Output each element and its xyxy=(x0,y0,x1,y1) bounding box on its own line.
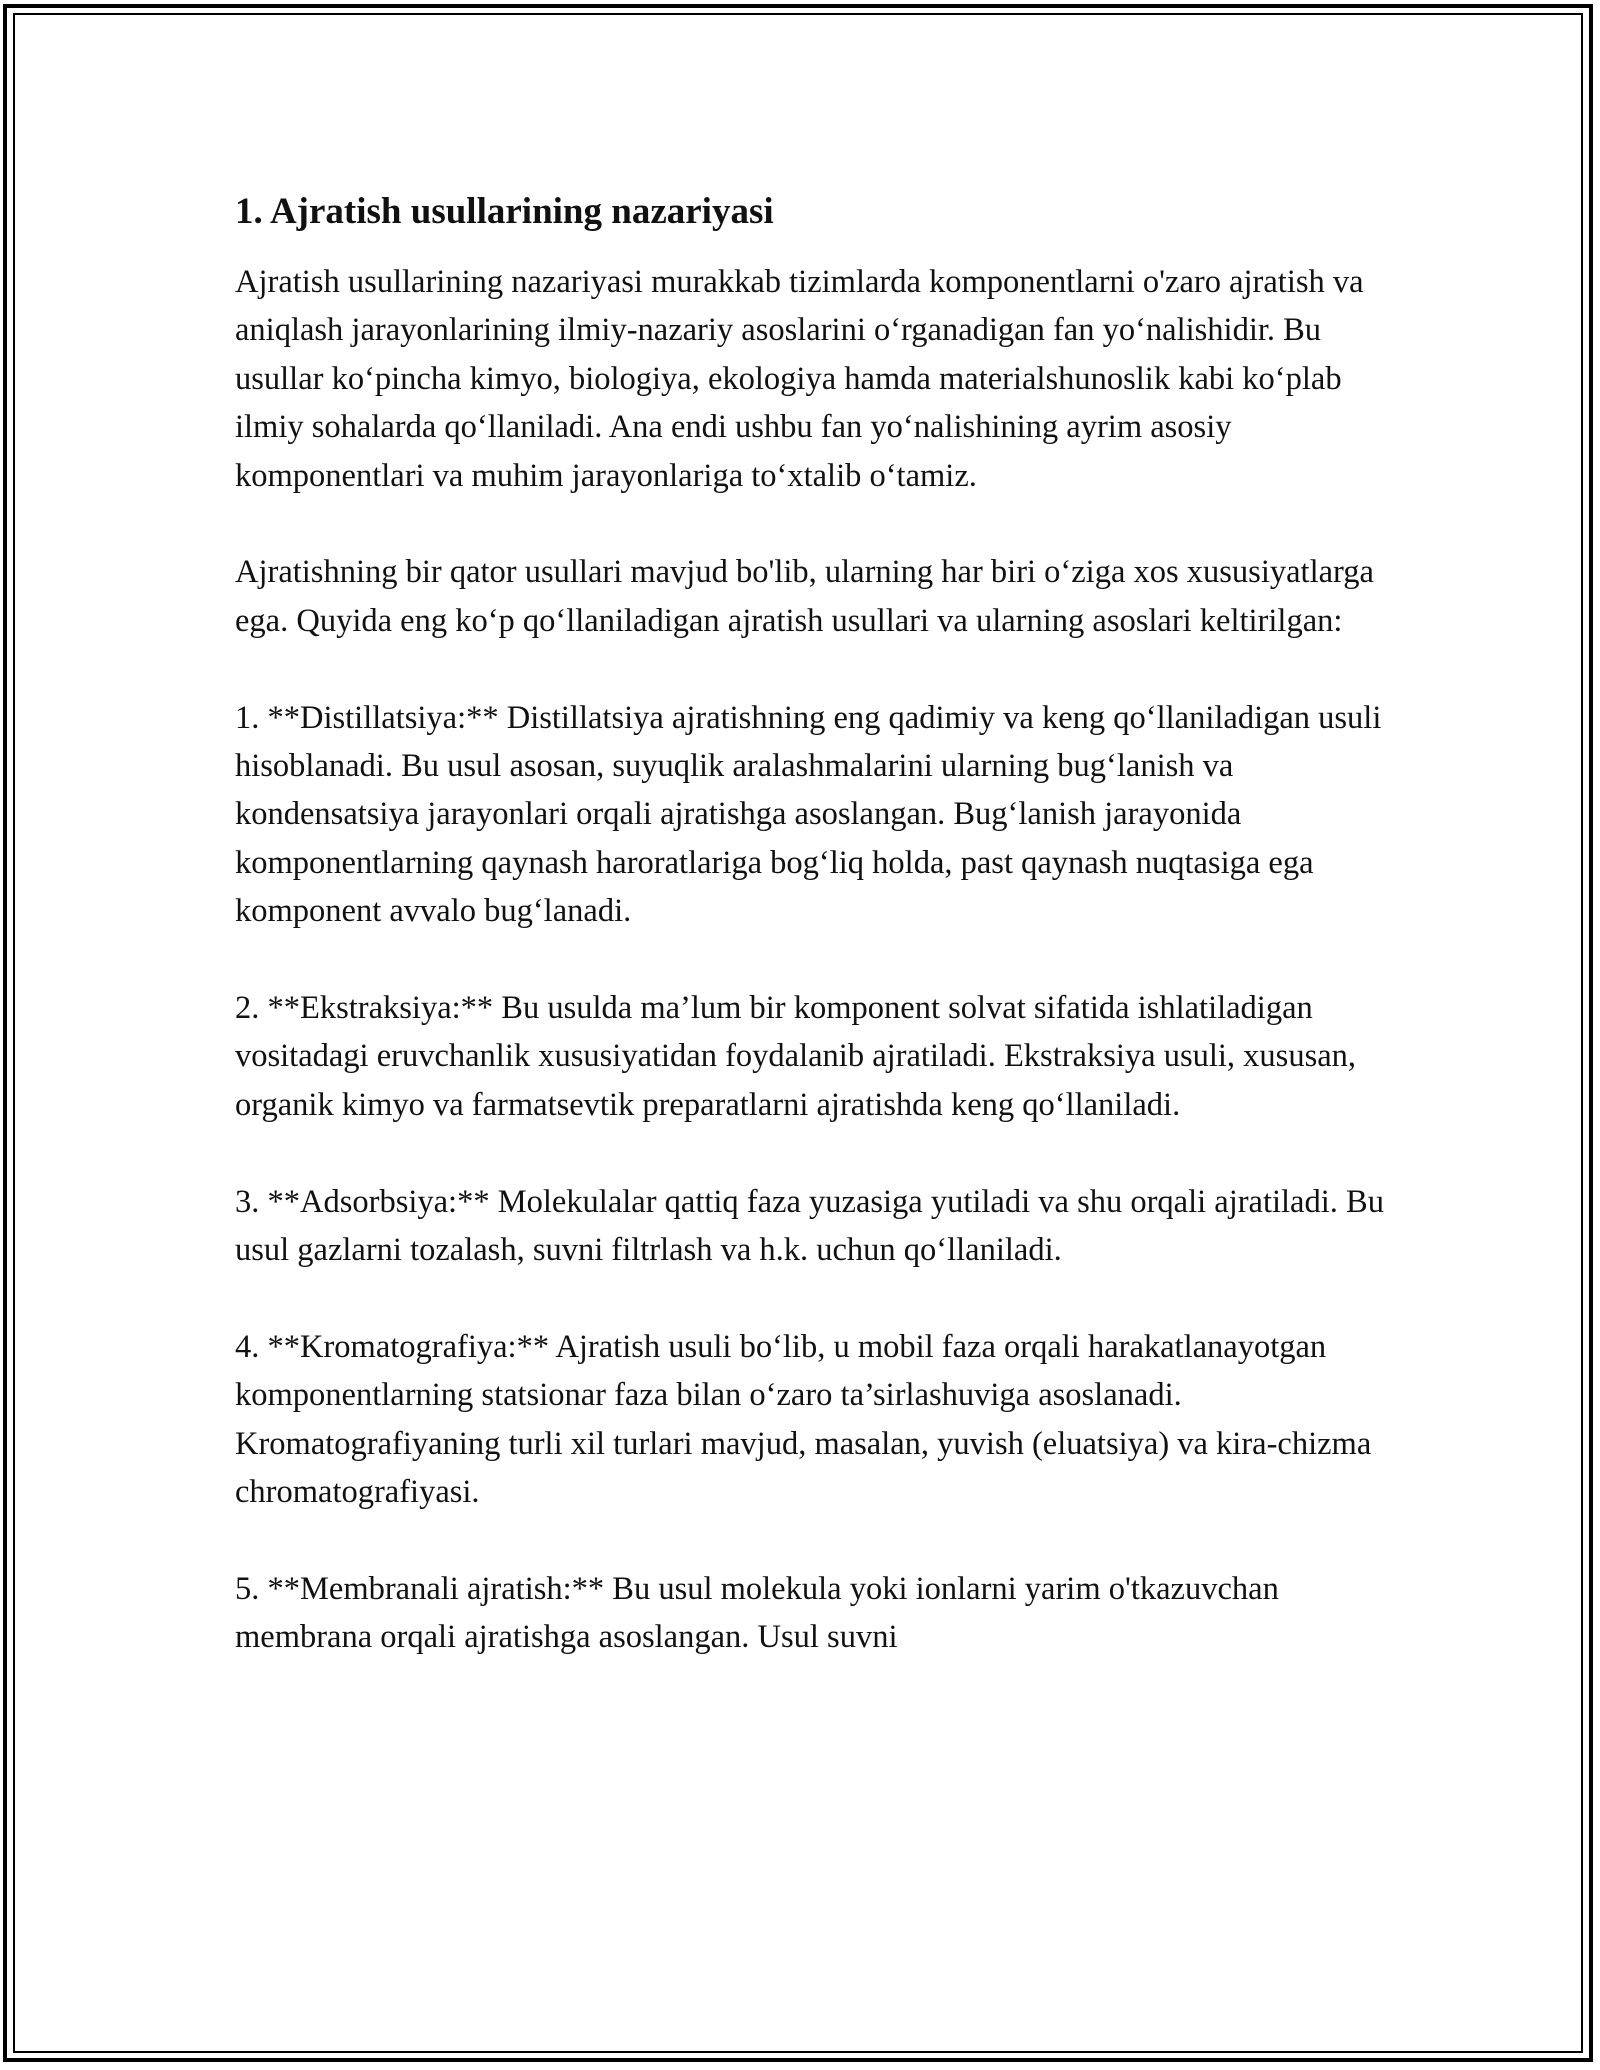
list-item-extraction: 2. **Ekstraksiya:** Bu usulda ma’lum bir komponent solvat sifatida ishlatiladigan vositadagi eruvchanlik xususiyatidan foydalanib ajratiladi. Ekstraksiya usuli, xususan, organik kimyo va farmatsevtik preparatlarni ajratishda keng qo‘llaniladi. xyxy=(235,990,1357,1123)
intro-paragraph: Ajratish usullarining nazariyasi murakkab tizimlarda komponentlarni o'zaro ajratish va aniqlash jarayonlarining ilmiy-nazariy asoslarini o‘rganadigan fan yo‘nalishidir. Bu usullar ko‘pincha kimyo, biologiya, ekologiya hamda materialshunoslik kabi ko‘plab ilmiy sohalarda qo‘llaniladi. Ana endi ushbu fan yo‘nalishining ayrim asosiy komponentlari va muhim jarayonlariga to‘xtalib o‘tamiz. xyxy=(235,264,1364,494)
page-title: 1. Ajratish usullarining nazariyasi xyxy=(235,191,774,232)
methods-overview-paragraph: Ajratishning bir qator usullari mavjud bo'lib, ularning har biri o‘ziga xos xususiyatlarga ega. Quyida eng ko‘p qo‘llaniladigan ajratish usullari va ularning asoslari keltirilgan: xyxy=(235,554,1374,639)
list-item-adsorption: 3. **Adsorbsiya:** Molekulalar qattiq faza yuzasiga yutiladi va shu orqali ajratiladi. Bu usul gazlarni tozalash, suvni filtrlash va h.k. uchun qo‘llaniladi. xyxy=(235,1183,1384,1269)
list-item-membrane-separation: 5. **Membranali ajratish:** Bu usul molekula yoki ionlarni yarim o'tkazuvchan membrana orqali ajratishga asoslangan. Usul suvni xyxy=(235,1570,1279,1656)
document-body xyxy=(235,188,1395,1710)
list-item-chromatography: 4. **Kromatografiya:** Ajratish usuli bo‘lib, u mobil faza orqali harakatlanayotgan komponentlarning statsionar faza bilan o‘zaro ta’sirlashuviga asoslanadi. Kromatografiyaning turli xil turlari mavjud, masalan, yuvish (eluatsiya) va kira-chizma chromatografiyasi. xyxy=(235,1328,1372,1511)
list-item-distillation: 1. **Distillatsiya:** Distillatsiya ajratishning eng qadimiy va keng qo‘llaniladigan usuli hisoblanadi. Bu usul asosan, suyuqlik aralashmalarini ularning bug‘lanish va kondensatsiya jarayonlari orqali ajratishga asoslangan. Bug‘lanish jarayonida komponentlarning qaynash haroratlariga bog‘liq holda, past qaynash nuqtasiga ega komponent avvalo bug‘lanadi. xyxy=(235,699,1382,930)
